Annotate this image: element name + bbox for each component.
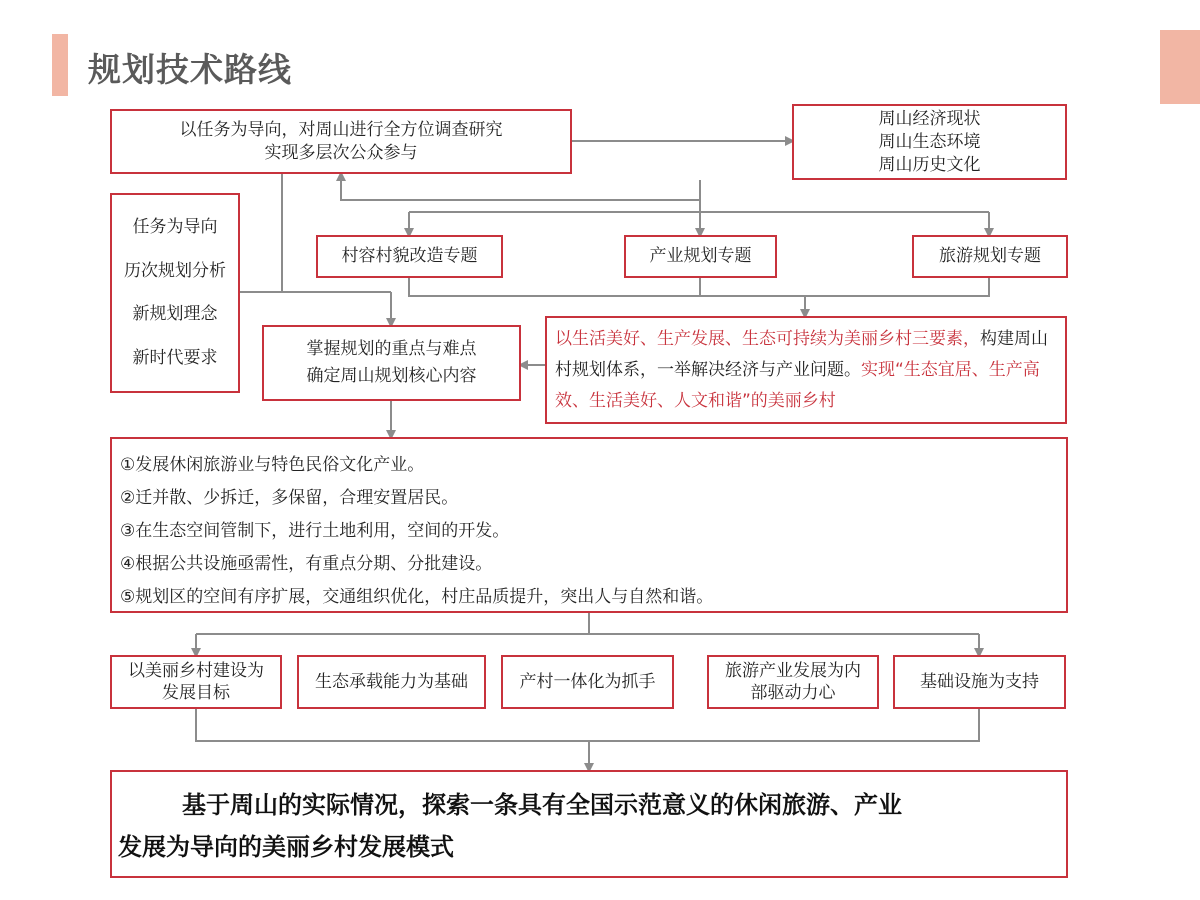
key-content-box [262,325,521,401]
topic-label: 旅游规划专题 [939,246,1041,266]
task-line: 实现多层次公众参与 [264,142,418,163]
topic-box-tourism [912,235,1068,278]
conclusion-box [110,770,1068,878]
vision-text: 构建周山村规划体系，一举解决经济与产业问题。 [555,329,1048,380]
beautiful-village-vision-box [545,316,1067,424]
conclusion-line: 基于周山的实际情况，探索一条具有全国示范意义的休闲旅游、产业 [182,791,902,819]
factor-item: 任务为导向 [132,216,218,237]
vision-text-red: 实现“生态宜居、生产高效、生活美好、人文和谐”的美丽乡村 [555,360,1040,411]
goal-label: 以美丽乡村建设为 [128,661,264,681]
goal-box [501,655,674,709]
strategy-item: ①发展休闲旅游业与特色民俗文化产业。 [120,455,425,475]
vision-text-red: 以生活美好、生产发展、生态可持续为美丽乡村三要素， [555,329,980,349]
topic-label: 产业规划专题 [649,246,752,266]
topic-box-industry [624,235,777,278]
goal-box [297,655,486,709]
goal-label: 旅游产业发展为内 [725,661,861,681]
goal-label: 部驱动力心 [750,683,836,703]
strategy-item: ⑤规划区的空间有序扩展，交通组织优化，村庄品质提升，突出人与自然和谐。 [120,587,714,607]
goal-label: 发展目标 [162,683,230,703]
task-research-box [110,109,572,174]
line-goals-merge [196,709,979,741]
conclusion-line: 发展为导向的美丽乡村发展模式 [118,833,454,861]
goal-label: 生态承载能力为基础 [315,671,468,692]
strategy-item: ③在生态空间管制下，进行土地利用，空间的开发。 [120,521,510,541]
goal-box [110,655,282,709]
goal-label: 产村一体化为抓手 [519,671,656,692]
key-content-line: 确定周山规划核心内容 [306,366,477,386]
factor-item: 新时代要求 [132,348,218,369]
task-line: 以任务为导向，对周山进行全方位调查研究 [179,119,503,140]
status-line: 周山历史文化 [878,154,981,175]
factor-item: 历次规划分析 [124,260,226,281]
current-status-box [792,104,1067,180]
page-title: 规划技术路线 [88,50,292,89]
strategy-item: ②迁并散、少拆迁，多保留，合理安置居民。 [120,488,459,508]
topic-label: 村容村貌改造专题 [341,246,478,266]
factor-item: 新规划理念 [132,304,218,325]
status-line: 周山经济现状 [878,108,981,129]
strategies-box [110,437,1068,613]
topic-box-village [316,235,503,278]
goal-box [707,655,879,709]
strategy-item: ④根据公共设施亟需性，有重点分期、分批建设。 [120,554,493,574]
goal-box [893,655,1066,709]
planning-factors-box [110,193,240,393]
arrow-up-to-tasks [341,176,700,200]
goal-label: 基础设施为支持 [920,671,1039,692]
key-content-line: 掌握规划的重点与难点 [306,339,477,359]
status-line: 周山生态环境 [878,131,981,152]
